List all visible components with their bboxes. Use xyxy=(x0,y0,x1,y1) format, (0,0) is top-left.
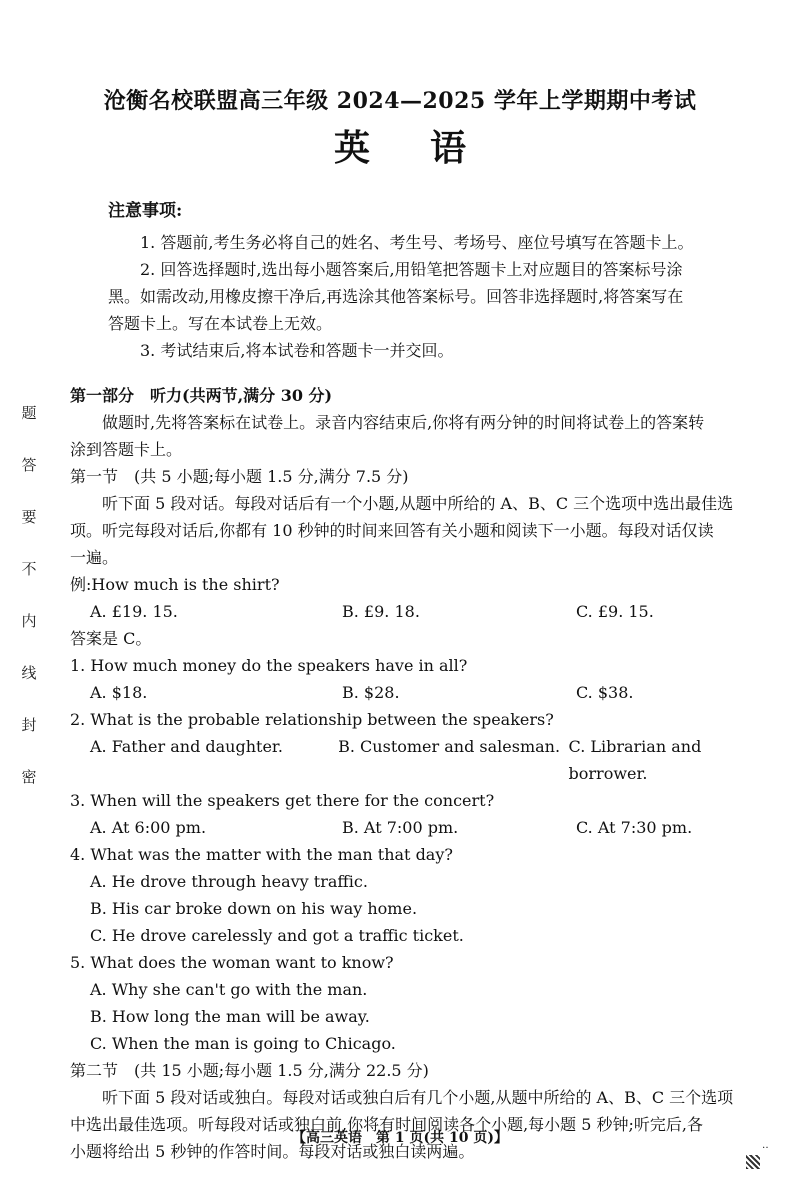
notice-item-1: 1. 答题前,考生务必将自己的姓名、考生号、考场号、座位号填写在答题卡上。 xyxy=(140,233,694,252)
option-a: A. At 6:00 pm. xyxy=(90,818,207,837)
option-a: A. £19. 15. xyxy=(90,602,178,621)
option-c: C. Librarian and borrower. xyxy=(568,737,702,783)
section2-intro-1: 听下面 5 段对话或独白。每段对话或独白后有几个小题,从题中所给的 A、B、C 三个选项 xyxy=(102,1088,734,1107)
subject-char-2: 语 xyxy=(430,127,467,169)
option-a: A. Why she can't go with the man. xyxy=(90,980,368,999)
option-c: C. £9. 15. xyxy=(576,602,654,621)
option-b: B. Customer and salesman. xyxy=(338,737,561,756)
section2-heading: 第二节 (共 15 小题;每小题 1.5 分,满分 22.5 分) xyxy=(70,1061,429,1080)
section1-heading: 第一节 (共 5 小题;每小题 1.5 分,满分 7.5 分) xyxy=(70,467,409,486)
question-3-options xyxy=(70,814,782,841)
example-options xyxy=(70,598,782,625)
option-a: A. He drove through heavy traffic. xyxy=(90,872,368,891)
option-a: A. Father and daughter. xyxy=(90,737,283,756)
page-footer: 【高三英语 第 1 页(共 10 页)】 xyxy=(292,1130,508,1146)
margin-char: 密 xyxy=(21,768,37,786)
section1-intro-3: 一遍。 xyxy=(70,548,119,567)
section1-intro-2: 项。听完每段对话后,你都有 10 秒钟的时间来回答有关小题和阅读下一小题。每段对话仅读 xyxy=(70,521,714,540)
option-b: B. How long the man will be away. xyxy=(90,1007,370,1026)
part1-heading: 第一部分 听力(共两节,满分 30 分) xyxy=(70,386,333,405)
margin-char: 答 xyxy=(21,456,37,474)
option-b: B. $28. xyxy=(342,683,400,702)
question-5: 5. What does the woman want to know? xyxy=(70,953,394,972)
section2-intro-3: 小题将给出 5 秒钟的作答时间。每段对话或独白读两遍。 xyxy=(70,1142,475,1161)
margin-char: 封 xyxy=(21,716,37,734)
margin-char: 线 xyxy=(21,664,37,682)
option-b: B. At 7:00 pm. xyxy=(342,818,459,837)
option-c: C. When the man is going to Chicago. xyxy=(90,1034,396,1053)
question-1: 1. How much money do the speakers have in all? xyxy=(70,656,468,675)
option-a: A. $18. xyxy=(90,683,148,702)
notice-item-2: 2. 回答选择题时,选出每小题答案后,用铅笔把答题卡上对应题目的答案标号涂 xyxy=(140,260,683,279)
part1-intro-2: 涂到答题卡上。 xyxy=(70,440,183,459)
notice-block xyxy=(108,196,768,364)
subject-char-1: 英 xyxy=(333,127,370,169)
question-5-options xyxy=(70,976,782,1057)
exam-title: 沧衡名校联盟高三年级 2024—2025 学年上学期期中考试 xyxy=(103,88,697,114)
notice-item-3: 3. 考试结束后,将本试卷和答题卡一并交回。 xyxy=(140,341,454,360)
option-c: C. At 7:30 pm. xyxy=(576,818,693,837)
qr-code-icon xyxy=(746,1155,760,1169)
example-question: 例:How much is the shirt? xyxy=(70,575,280,594)
subject-title xyxy=(0,120,800,171)
margin-char: 内 xyxy=(21,612,37,630)
option-b: B. £9. 18. xyxy=(342,602,420,621)
seal-line-margin xyxy=(14,398,44,814)
option-c: C. He drove carelessly and got a traffic ticket. xyxy=(90,926,464,945)
notice-item-2-cont2: 答题卡上。写在本试卷上无效。 xyxy=(108,314,333,333)
part1-intro-1: 做题时,先将答案标在试卷上。录音内容结束后,你将有两分钟的时间将试卷上的答案转 xyxy=(102,413,705,432)
footer-mark: ‥ xyxy=(762,1140,769,1151)
notice-title: 注意事项: xyxy=(108,201,183,221)
question-3: 3. When will the speakers get there for the concert? xyxy=(70,791,495,810)
margin-char: 要 xyxy=(21,508,37,526)
listening-part xyxy=(70,382,782,1165)
section2-intro-2: 中选出最佳选项。听每段对话或独白前,你将有时间阅读各个小题,每小题 5 秒钟;听完后,各 xyxy=(70,1115,704,1134)
question-4: 4. What was the matter with the man that day? xyxy=(70,845,453,864)
question-4-options xyxy=(70,868,782,949)
section1-intro-1: 听下面 5 段对话。每段对话后有一个小题,从题中所给的 A、B、C 三个选项中选出最佳选 xyxy=(102,494,734,513)
example-answer: 答案是 C。 xyxy=(70,629,152,648)
question-2: 2. What is the probable relationship between the speakers? xyxy=(70,710,554,729)
notice-item-2-cont: 黑。如需改动,用橡皮擦干净后,再选涂其他答案标号。回答非选择题时,将答案写在 xyxy=(108,287,684,306)
question-2-options xyxy=(70,733,782,787)
margin-char: 题 xyxy=(21,404,37,422)
margin-char: 不 xyxy=(21,560,37,578)
option-c: C. $38. xyxy=(576,683,634,702)
option-b: B. His car broke down on his way home. xyxy=(90,899,418,918)
question-1-options xyxy=(70,679,782,706)
